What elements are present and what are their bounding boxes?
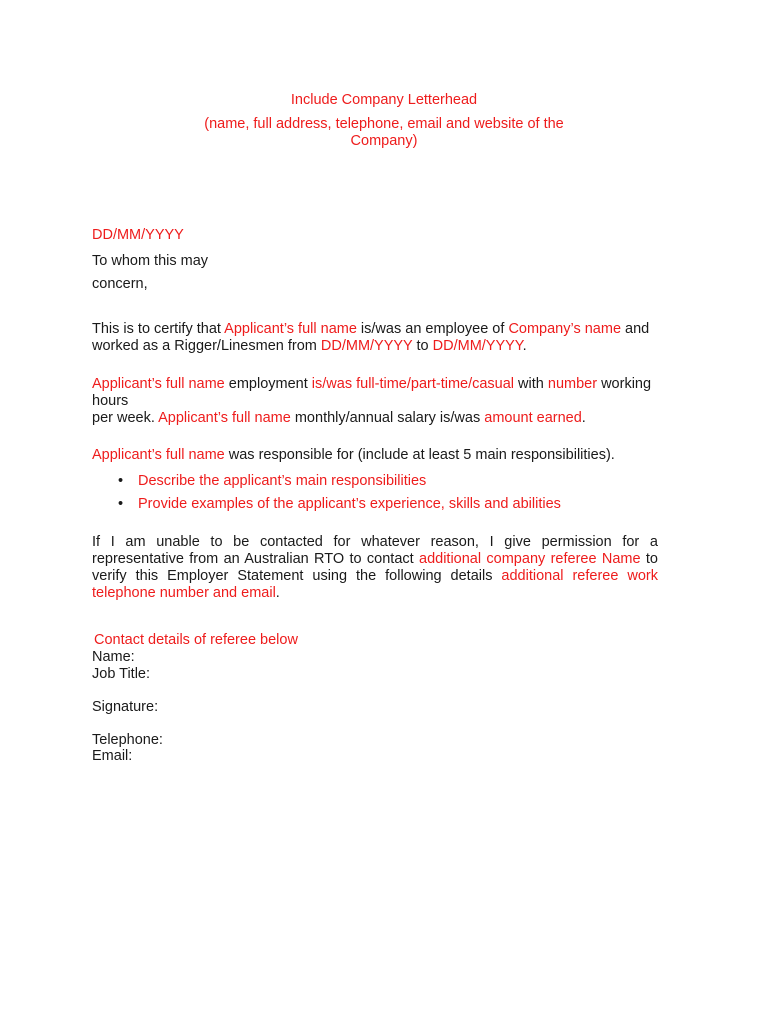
para2-text: monthly/annual salary is/was (290, 410, 485, 426)
permission-paragraph (92, 534, 658, 602)
para1-text: and worked as a Rigger/Linesmen from (92, 321, 650, 354)
bullet-icon: • (118, 473, 124, 489)
signature-label: Signature: (92, 698, 159, 715)
start-date-placeholder: DD/MM/YYYY (320, 338, 413, 354)
spacer (92, 715, 658, 732)
para4-text: If I am unable to be contacted for whatever reason, I give permission for a representative from an Australian RTO to contact (92, 534, 658, 567)
employment-paragraph (92, 376, 658, 427)
company-name-placeholder: Company’s name (508, 321, 622, 337)
bullet-icon: • (118, 496, 124, 512)
para2-text: . (581, 410, 586, 426)
spacer (92, 682, 658, 699)
certification-paragraph (92, 321, 658, 355)
letterhead-subtitle: (name, full address, telephone, email and website of the Company) (204, 116, 564, 149)
telephone-label: Telephone: (92, 731, 163, 748)
para2-text: with (514, 376, 548, 392)
list-item-text: Describe the applicant’s main responsibilities (138, 473, 427, 489)
salutation: To whom this may concern, (92, 253, 209, 292)
para1-text: to (412, 338, 433, 354)
para4-text: . (275, 585, 280, 601)
referee-name-placeholder: additional company referee Name (419, 551, 641, 567)
list-item (92, 493, 658, 516)
salary-amount-placeholder: amount earned (484, 410, 582, 426)
responsibilities-list (92, 470, 658, 516)
list-item (92, 470, 658, 493)
end-date-placeholder: DD/MM/YYYY (432, 338, 523, 354)
para3-text: was responsible for (include at least 5 main responsibilities). (224, 447, 615, 463)
date-placeholder: DD/MM/YYYY (92, 227, 184, 243)
para4-text: to verify this Employer Statement using the following details (92, 551, 658, 584)
name-label: Name: (92, 649, 135, 665)
para1-text: is/was an employee of (356, 321, 509, 337)
applicant-name-placeholder: Applicant’s full name (158, 410, 291, 426)
job-title-label: Job Title: (92, 665, 151, 682)
para1-text: . (522, 338, 527, 354)
letterhead-title: Include Company Letterhead (290, 92, 478, 108)
employment-type-placeholder: is/was full-time/part-time/casual (311, 376, 515, 392)
referee-fields (92, 649, 658, 765)
para2-text: working hours (92, 376, 652, 409)
applicant-name-placeholder: Applicant’s full name (92, 376, 225, 392)
applicant-name-placeholder: Applicant’s full name (224, 321, 357, 337)
referee-heading: Contact details of referee below (94, 632, 298, 648)
para2-text: employment (224, 376, 312, 392)
email-label: Email: (92, 748, 133, 764)
list-item-text: Provide examples of the applicant’s experience, skills and abilities (138, 496, 561, 512)
para2-text: per week. (92, 410, 159, 426)
para1-text: This is to certify that (92, 321, 225, 337)
responsibilities-paragraph (92, 447, 658, 464)
hours-number-placeholder: number (547, 376, 598, 392)
referee-contact-placeholder: additional referee work telephone number and email (92, 568, 658, 601)
applicant-name-placeholder: Applicant’s full name (92, 447, 225, 463)
